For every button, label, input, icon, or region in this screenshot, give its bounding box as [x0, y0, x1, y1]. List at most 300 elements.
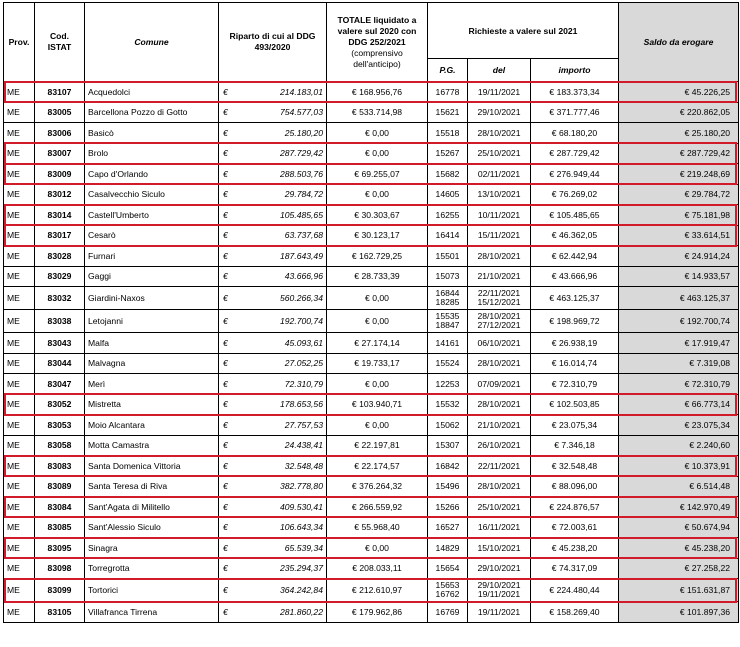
prov-cell: ME — [4, 538, 35, 559]
table-row — [4, 205, 739, 226]
totale-cell: € 168.956,76 — [327, 82, 428, 103]
table-row — [4, 164, 739, 185]
header-istat: Cod. ISTAT — [35, 3, 85, 82]
prov-cell: ME — [4, 517, 35, 538]
istat-cell: 83052 — [35, 394, 85, 415]
importo-cell: € 287.729,42 — [531, 143, 619, 164]
header-comune: Comune — [85, 3, 219, 82]
importo-cell: € 45.238,20 — [531, 538, 619, 559]
header-totale-sub: (comprensivo dell'anticipo) — [351, 47, 403, 69]
totale-cell: € 30.303,67 — [327, 205, 428, 226]
comune-cell: Santa Teresa di Riva — [85, 476, 219, 497]
currency-cell: € — [219, 184, 240, 205]
table-body — [4, 82, 739, 623]
saldo-cell: € 45.226,25 — [619, 82, 739, 103]
del-cell: 29/10/2021 — [468, 558, 531, 579]
del-cell: 15/10/2021 — [468, 538, 531, 559]
pg-cell: 15496 — [428, 476, 468, 497]
riparto-cell: 214.183,01 — [240, 82, 327, 103]
totale-cell: € 69.255,07 — [327, 164, 428, 185]
saldo-cell: € 463.125,37 — [619, 287, 739, 310]
currency-cell: € — [219, 123, 240, 144]
totale-cell: € 55.968,40 — [327, 517, 428, 538]
saldo-cell: € 25.180,20 — [619, 123, 739, 144]
totale-cell: € 0,00 — [327, 538, 428, 559]
pg-cell: 15621 — [428, 102, 468, 123]
importo-cell: € 102.503,85 — [531, 394, 619, 415]
importo-cell: € 105.485,65 — [531, 205, 619, 226]
comune-cell: Santa Domenica Vittoria — [85, 456, 219, 477]
table-row — [4, 435, 739, 456]
comune-cell: Sant'Agata di Militello — [85, 497, 219, 518]
istat-cell: 83028 — [35, 246, 85, 267]
del-cell: 25/10/2021 — [468, 143, 531, 164]
riparto-cell: 27.052,25 — [240, 353, 327, 374]
pg-value-2: 18285 — [435, 297, 460, 307]
comune-cell: Basicò — [85, 123, 219, 144]
contributions-table — [3, 2, 739, 623]
prov-cell: ME — [4, 497, 35, 518]
del-cell: 10/11/2021 — [468, 205, 531, 226]
importo-cell: € 46.362,05 — [531, 225, 619, 246]
del-cell: 25/10/2021 — [468, 497, 531, 518]
istat-cell: 83014 — [35, 205, 85, 226]
currency-cell: € — [219, 143, 240, 164]
prov-cell: ME — [4, 102, 35, 123]
riparto-cell: 409.530,41 — [240, 497, 327, 518]
comune-cell: Capo d'Orlando — [85, 164, 219, 185]
saldo-cell: € 27.258,22 — [619, 558, 739, 579]
riparto-cell: 43.666,96 — [240, 266, 327, 287]
importo-cell: € 7.346,18 — [531, 435, 619, 456]
saldo-cell: € 287.729,42 — [619, 143, 739, 164]
importo-cell: € 23.075,34 — [531, 415, 619, 436]
riparto-cell: 72.310,79 — [240, 374, 327, 395]
currency-cell: € — [219, 497, 240, 518]
table-row — [4, 602, 739, 623]
currency-cell: € — [219, 456, 240, 477]
del-cell — [468, 579, 531, 602]
istat-cell: 83047 — [35, 374, 85, 395]
del-cell: 07/09/2021 — [468, 374, 531, 395]
istat-cell: 83012 — [35, 184, 85, 205]
table-row — [4, 184, 739, 205]
totale-cell: € 0,00 — [327, 123, 428, 144]
pg-cell: 15267 — [428, 143, 468, 164]
currency-cell: € — [219, 102, 240, 123]
prov-cell: ME — [4, 415, 35, 436]
comune-cell: Acquedolci — [85, 82, 219, 103]
table-row — [4, 246, 739, 267]
importo-cell: € 158.269,40 — [531, 602, 619, 623]
riparto-cell: 106.643,34 — [240, 517, 327, 538]
header-riparto: Riparto di cui al DDG 493/2020 — [219, 3, 327, 82]
currency-cell: € — [219, 82, 240, 103]
comune-cell: Sinagra — [85, 538, 219, 559]
table-row — [4, 310, 739, 333]
riparto-cell: 24.438,41 — [240, 435, 327, 456]
saldo-cell: € 17.919,47 — [619, 333, 739, 354]
del-value-2: 19/11/2021 — [477, 589, 521, 599]
prov-cell: ME — [4, 435, 35, 456]
prov-cell: ME — [4, 287, 35, 310]
prov-cell: ME — [4, 579, 35, 602]
saldo-cell: € 24.914,24 — [619, 246, 739, 267]
importo-cell: € 74.317,09 — [531, 558, 619, 579]
saldo-cell: € 142.970,49 — [619, 497, 739, 518]
importo-cell: € 43.666,96 — [531, 266, 619, 287]
pg-cell: 15307 — [428, 435, 468, 456]
pg-cell — [428, 579, 468, 602]
saldo-cell: € 72.310,79 — [619, 374, 739, 395]
del-cell — [468, 310, 531, 333]
importo-cell: € 224.876,57 — [531, 497, 619, 518]
totale-cell: € 0,00 — [327, 184, 428, 205]
saldo-cell: € 6.514,48 — [619, 476, 739, 497]
header-totale-main: TOTALE liquidato a valere sul 2020 con DDG 252/2021 — [337, 14, 417, 47]
istat-cell: 83084 — [35, 497, 85, 518]
currency-cell: € — [219, 394, 240, 415]
del-cell: 15/11/2021 — [468, 225, 531, 246]
prov-cell: ME — [4, 476, 35, 497]
riparto-cell: 65.539,34 — [240, 538, 327, 559]
pg-cell: 16255 — [428, 205, 468, 226]
del-value: 29/10/2021 — [477, 580, 521, 590]
comune-cell: Brolo — [85, 143, 219, 164]
currency-cell: € — [219, 517, 240, 538]
table-row — [4, 394, 739, 415]
currency-cell: € — [219, 246, 240, 267]
del-cell: 13/10/2021 — [468, 184, 531, 205]
prov-cell: ME — [4, 205, 35, 226]
istat-cell: 83044 — [35, 353, 85, 374]
totale-cell: € 22.197,81 — [327, 435, 428, 456]
riparto-cell: 235.294,37 — [240, 558, 327, 579]
riparto-cell: 45.093,61 — [240, 333, 327, 354]
istat-cell: 83043 — [35, 333, 85, 354]
currency-cell: € — [219, 579, 240, 602]
table-row — [4, 225, 739, 246]
currency-cell: € — [219, 415, 240, 436]
comune-cell: Furnari — [85, 246, 219, 267]
del-cell: 29/10/2021 — [468, 102, 531, 123]
importo-cell: € 72.310,79 — [531, 374, 619, 395]
table-row — [4, 266, 739, 287]
riparto-cell: 32.548,48 — [240, 456, 327, 477]
currency-cell: € — [219, 266, 240, 287]
saldo-cell: € 14.933,57 — [619, 266, 739, 287]
table-row — [4, 558, 739, 579]
saldo-cell: € 29.784,72 — [619, 184, 739, 205]
importo-cell: € 198.969,72 — [531, 310, 619, 333]
istat-cell: 83085 — [35, 517, 85, 538]
header-pg: P.G. — [428, 59, 468, 82]
prov-cell: ME — [4, 143, 35, 164]
saldo-cell: € 45.238,20 — [619, 538, 739, 559]
saldo-cell: € 50.674,94 — [619, 517, 739, 538]
istat-cell: 83038 — [35, 310, 85, 333]
istat-cell: 83006 — [35, 123, 85, 144]
table-row — [4, 287, 739, 310]
currency-cell: € — [219, 374, 240, 395]
currency-cell: € — [219, 205, 240, 226]
saldo-cell: € 220.862,05 — [619, 102, 739, 123]
del-cell: 28/10/2021 — [468, 394, 531, 415]
currency-cell: € — [219, 602, 240, 623]
currency-cell: € — [219, 435, 240, 456]
pg-cell: 12253 — [428, 374, 468, 395]
comune-cell: Motta Camastra — [85, 435, 219, 456]
del-value-2: 27/12/2021 — [477, 320, 521, 330]
istat-cell: 83029 — [35, 266, 85, 287]
riparto-cell: 364.242,84 — [240, 579, 327, 602]
prov-cell: ME — [4, 310, 35, 333]
header-saldo: Saldo da erogare — [619, 3, 739, 82]
riparto-cell: 178.653,56 — [240, 394, 327, 415]
prov-cell: ME — [4, 456, 35, 477]
comune-cell: Villafranca Tirrena — [85, 602, 219, 623]
del-value-2: 15/12/2021 — [477, 297, 521, 307]
importo-cell: € 276.949,44 — [531, 164, 619, 185]
header-prov: Prov. — [4, 3, 35, 82]
saldo-cell: € 7.319,08 — [619, 353, 739, 374]
prov-cell: ME — [4, 558, 35, 579]
totale-cell: € 212.610,97 — [327, 579, 428, 602]
pg-cell: 15654 — [428, 558, 468, 579]
totale-cell: € 0,00 — [327, 374, 428, 395]
istat-cell: 83017 — [35, 225, 85, 246]
riparto-cell: 287.729,42 — [240, 143, 327, 164]
saldo-cell: € 75.181,98 — [619, 205, 739, 226]
importo-cell: € 76.269,02 — [531, 184, 619, 205]
pg-cell: 15524 — [428, 353, 468, 374]
importo-cell: € 68.180,20 — [531, 123, 619, 144]
totale-cell: € 533.714,98 — [327, 102, 428, 123]
importo-cell: € 183.373,34 — [531, 82, 619, 103]
importo-cell: € 463.125,37 — [531, 287, 619, 310]
importo-cell: € 62.442,94 — [531, 246, 619, 267]
table-row — [4, 476, 739, 497]
pg-cell — [428, 310, 468, 333]
totale-cell: € 0,00 — [327, 143, 428, 164]
comune-cell: Casalvecchio Siculo — [85, 184, 219, 205]
del-cell: 02/11/2021 — [468, 164, 531, 185]
istat-cell: 83098 — [35, 558, 85, 579]
pg-cell: 16527 — [428, 517, 468, 538]
del-cell: 28/10/2021 — [468, 246, 531, 267]
totale-cell: € 0,00 — [327, 310, 428, 333]
comune-cell: Cesarò — [85, 225, 219, 246]
saldo-cell: € 101.897,36 — [619, 602, 739, 623]
prov-cell: ME — [4, 374, 35, 395]
pg-value: 15535 — [435, 311, 460, 321]
table-row — [4, 82, 739, 103]
table-row — [4, 143, 739, 164]
prov-cell: ME — [4, 394, 35, 415]
riparto-cell: 63.737,68 — [240, 225, 327, 246]
pg-cell — [428, 287, 468, 310]
saldo-cell: € 33.614,51 — [619, 225, 739, 246]
riparto-cell: 27.757,53 — [240, 415, 327, 436]
riparto-cell: 192.700,74 — [240, 310, 327, 333]
comune-cell: Mistretta — [85, 394, 219, 415]
prov-cell: ME — [4, 333, 35, 354]
currency-cell: € — [219, 164, 240, 185]
saldo-cell: € 23.075,34 — [619, 415, 739, 436]
del-cell — [468, 287, 531, 310]
importo-cell: € 88.096,00 — [531, 476, 619, 497]
pg-cell: 15532 — [428, 394, 468, 415]
pg-cell: 15682 — [428, 164, 468, 185]
currency-cell: € — [219, 476, 240, 497]
table-row — [4, 538, 739, 559]
importo-cell: € 16.014,74 — [531, 353, 619, 374]
pg-cell: 15073 — [428, 266, 468, 287]
currency-cell: € — [219, 225, 240, 246]
pg-cell: 16414 — [428, 225, 468, 246]
table-row — [4, 123, 739, 144]
saldo-cell: € 151.631,87 — [619, 579, 739, 602]
header-totale — [327, 3, 428, 82]
prov-cell: ME — [4, 164, 35, 185]
istat-cell: 83009 — [35, 164, 85, 185]
istat-cell: 83058 — [35, 435, 85, 456]
pg-cell: 15266 — [428, 497, 468, 518]
comune-cell: Giardini-Naxos — [85, 287, 219, 310]
del-cell: 22/11/2021 — [468, 456, 531, 477]
currency-cell: € — [219, 538, 240, 559]
istat-cell: 83099 — [35, 579, 85, 602]
prov-cell: ME — [4, 82, 35, 103]
riparto-cell: 281.860,22 — [240, 602, 327, 623]
totale-cell: € 22.174,57 — [327, 456, 428, 477]
comune-cell: Castell'Umberto — [85, 205, 219, 226]
istat-cell: 83053 — [35, 415, 85, 436]
table-row — [4, 456, 739, 477]
comune-cell: Gaggi — [85, 266, 219, 287]
table-row — [4, 579, 739, 602]
comune-cell: Tortorici — [85, 579, 219, 602]
prov-cell: ME — [4, 353, 35, 374]
del-cell: 28/10/2021 — [468, 476, 531, 497]
pg-cell: 16842 — [428, 456, 468, 477]
del-cell: 28/10/2021 — [468, 123, 531, 144]
del-cell: 26/10/2021 — [468, 435, 531, 456]
pg-cell: 15062 — [428, 415, 468, 436]
comune-cell: Torregrotta — [85, 558, 219, 579]
del-value: 22/11/2021 — [477, 288, 521, 298]
del-cell: 28/10/2021 — [468, 353, 531, 374]
comune-cell: Merì — [85, 374, 219, 395]
riparto-cell: 25.180,20 — [240, 123, 327, 144]
saldo-cell: € 219.248,69 — [619, 164, 739, 185]
riparto-cell: 187.643,49 — [240, 246, 327, 267]
comune-cell: Malfa — [85, 333, 219, 354]
totale-cell: € 0,00 — [327, 287, 428, 310]
del-cell: 06/10/2021 — [468, 333, 531, 354]
currency-cell: € — [219, 333, 240, 354]
totale-cell: € 0,00 — [327, 415, 428, 436]
table-row — [4, 374, 739, 395]
header-del: del — [468, 59, 531, 82]
istat-cell: 83105 — [35, 602, 85, 623]
riparto-cell: 105.485,65 — [240, 205, 327, 226]
prov-cell: ME — [4, 123, 35, 144]
istat-cell: 83089 — [35, 476, 85, 497]
riparto-cell: 288.503,76 — [240, 164, 327, 185]
prov-cell: ME — [4, 602, 35, 623]
totale-cell: € 266.559,92 — [327, 497, 428, 518]
currency-cell: € — [219, 310, 240, 333]
comune-cell: Barcellona Pozzo di Gotto — [85, 102, 219, 123]
pg-value: 15653 — [435, 580, 460, 590]
importo-cell: € 72.003,61 — [531, 517, 619, 538]
totale-cell: € 28.733,39 — [327, 266, 428, 287]
importo-cell: € 26.938,19 — [531, 333, 619, 354]
table-row — [4, 353, 739, 374]
pg-value-2: 18847 — [435, 320, 460, 330]
table-row — [4, 102, 739, 123]
pg-value-2: 16762 — [435, 589, 460, 599]
istat-cell: 83005 — [35, 102, 85, 123]
riparto-cell: 560.266,34 — [240, 287, 327, 310]
istat-cell: 83032 — [35, 287, 85, 310]
comune-cell: Malvagna — [85, 353, 219, 374]
comune-cell: Letojanni — [85, 310, 219, 333]
prov-cell: ME — [4, 184, 35, 205]
istat-cell: 83107 — [35, 82, 85, 103]
totale-cell: € 179.962,86 — [327, 602, 428, 623]
pg-value: 16844 — [435, 288, 460, 298]
pg-cell: 16769 — [428, 602, 468, 623]
totale-cell: € 162.729,25 — [327, 246, 428, 267]
table-row — [4, 415, 739, 436]
saldo-cell: € 192.700,74 — [619, 310, 739, 333]
saldo-cell: € 2.240,60 — [619, 435, 739, 456]
prov-cell: ME — [4, 266, 35, 287]
istat-cell: 83095 — [35, 538, 85, 559]
pg-cell: 15501 — [428, 246, 468, 267]
prov-cell: ME — [4, 246, 35, 267]
totale-cell: € 30.123,17 — [327, 225, 428, 246]
comune-cell: Sant'Alessio Siculo — [85, 517, 219, 538]
importo-cell: € 32.548,48 — [531, 456, 619, 477]
header-importo: importo — [531, 59, 619, 82]
totale-cell: € 27.174,14 — [327, 333, 428, 354]
del-cell: 16/11/2021 — [468, 517, 531, 538]
comune-cell: Moio Alcantara — [85, 415, 219, 436]
riparto-cell: 754.577,03 — [240, 102, 327, 123]
pg-cell: 14829 — [428, 538, 468, 559]
currency-cell: € — [219, 353, 240, 374]
del-cell: 21/10/2021 — [468, 266, 531, 287]
table-row — [4, 517, 739, 538]
importo-cell: € 371.777,46 — [531, 102, 619, 123]
currency-cell: € — [219, 558, 240, 579]
riparto-cell: 29.784,72 — [240, 184, 327, 205]
riparto-cell: 382.778,80 — [240, 476, 327, 497]
table-row — [4, 333, 739, 354]
pg-cell: 14161 — [428, 333, 468, 354]
del-cell: 19/11/2021 — [468, 82, 531, 103]
saldo-cell: € 10.373,91 — [619, 456, 739, 477]
currency-cell: € — [219, 287, 240, 310]
totale-cell: € 376.264,32 — [327, 476, 428, 497]
del-value: 28/10/2021 — [477, 311, 521, 321]
totale-cell: € 19.733,17 — [327, 353, 428, 374]
table-row — [4, 497, 739, 518]
del-cell: 21/10/2021 — [468, 415, 531, 436]
